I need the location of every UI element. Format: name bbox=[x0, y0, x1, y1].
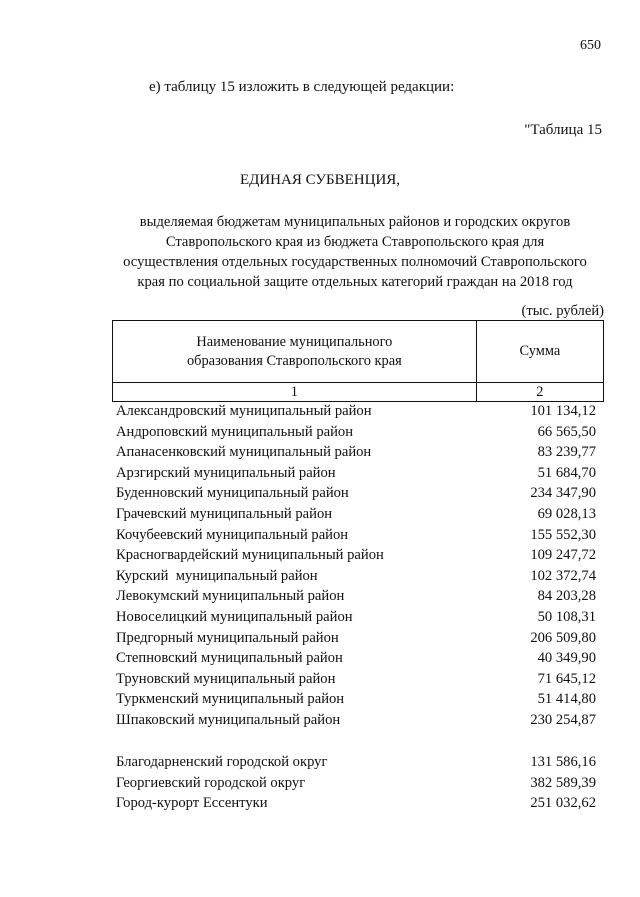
table-row bbox=[116, 545, 596, 566]
table-row bbox=[116, 607, 596, 628]
table-row bbox=[116, 483, 596, 504]
units-label: (тыс. рублей) bbox=[521, 303, 604, 319]
district-amount: 40 349,90 bbox=[537, 650, 596, 667]
table-row bbox=[116, 463, 596, 484]
district-amount: 84 203,28 bbox=[537, 588, 596, 605]
district-name: Буденновский муниципальный район bbox=[116, 485, 349, 502]
district-name: Предгорный муниципальный район bbox=[116, 629, 339, 646]
district-name: Апанасенковский муниципальный район bbox=[116, 444, 372, 461]
municipal-districts-list bbox=[116, 401, 596, 731]
table-row bbox=[116, 648, 596, 669]
district-name: Труновский муниципальный район bbox=[116, 670, 336, 687]
district-name: Левокумский муниципальный район bbox=[116, 588, 345, 605]
table-row bbox=[116, 773, 596, 794]
district-amount: 155 552,30 bbox=[530, 526, 596, 543]
district-amount: 382 589,39 bbox=[530, 774, 596, 791]
table-row bbox=[116, 401, 596, 422]
district-amount: 66 565,50 bbox=[537, 423, 596, 440]
table-row bbox=[116, 504, 596, 525]
column-header-name bbox=[113, 321, 477, 383]
table-row bbox=[116, 669, 596, 690]
district-name: Благодарненский городской округ bbox=[116, 754, 328, 770]
district-amount: 50 108,31 bbox=[537, 608, 596, 625]
district-amount: 206 509,80 bbox=[530, 629, 596, 646]
district-name: Георгиевский городской округ bbox=[116, 774, 306, 791]
district-amount: 234 347,90 bbox=[530, 485, 596, 502]
district-amount: 51 414,80 bbox=[537, 691, 596, 708]
district-name: Новоселицкий муниципальный район bbox=[116, 608, 353, 625]
table-row bbox=[116, 689, 596, 710]
column-header-sum: Сумма bbox=[476, 321, 603, 383]
district-amount: 102 372,74 bbox=[530, 567, 596, 584]
page-number: 650 bbox=[580, 38, 601, 53]
district-amount: 83 239,77 bbox=[537, 444, 596, 461]
district-amount: 101 134,12 bbox=[530, 403, 596, 419]
document-title: ЕДИНАЯ СУБВЕНЦИЯ, bbox=[239, 172, 401, 188]
district-name: Кочубеевский муниципальный район bbox=[116, 526, 349, 543]
district-name: Красногвардейский муниципальный район bbox=[116, 547, 384, 564]
district-amount: 69 028,13 bbox=[537, 505, 596, 522]
district-amount: 251 032,62 bbox=[530, 795, 596, 812]
subtitle-line: выделяемая бюджетам муниципальных районов и городских округов bbox=[139, 214, 571, 230]
table-row bbox=[116, 710, 596, 731]
district-name: Курский муниципальный район bbox=[116, 567, 318, 584]
table-row bbox=[116, 586, 596, 607]
column-header-name-line: образования Ставропольского края bbox=[186, 352, 402, 369]
table-row bbox=[116, 422, 596, 443]
column-number-1: 1 bbox=[113, 383, 477, 402]
intro-text: е) таблицу 15 изложить в следующей редакции: bbox=[149, 79, 455, 95]
table-label: "Таблица 15 bbox=[524, 122, 602, 138]
subtitle-line: Ставропольского края из бюджета Ставропольского края для bbox=[165, 234, 545, 250]
district-name: Город-курорт Ессентуки bbox=[116, 795, 268, 812]
column-number-2: 2 bbox=[476, 383, 603, 402]
district-name: Степновский муниципальный район bbox=[116, 650, 343, 667]
district-amount: 71 645,12 bbox=[537, 670, 596, 687]
district-name: Арзгирский муниципальный район bbox=[116, 464, 336, 481]
subtitle-line: края по социальной защите отдельных категорий граждан на 2018 год bbox=[137, 274, 573, 290]
urban-districts-list bbox=[116, 752, 596, 814]
district-amount: 230 254,87 bbox=[530, 711, 596, 728]
district-amount: 51 684,70 bbox=[537, 464, 596, 481]
table-row bbox=[116, 793, 596, 814]
document-subtitle bbox=[100, 212, 610, 292]
district-name: Андроповский муниципальный район bbox=[116, 423, 354, 440]
table-header bbox=[112, 320, 604, 402]
district-name: Грачевский муниципальный район bbox=[116, 505, 333, 522]
subtitle-line: осуществления отдельных государственных полномочий Ставропольского bbox=[123, 254, 587, 270]
district-name: Туркменский муниципальный район bbox=[116, 691, 345, 708]
column-header-name-line: Наименование муниципального bbox=[196, 333, 393, 350]
district-name: Александровский муниципальный район bbox=[116, 403, 372, 419]
table-row bbox=[116, 628, 596, 649]
district-amount: 109 247,72 bbox=[530, 547, 596, 564]
table-row bbox=[116, 752, 596, 773]
table-row bbox=[116, 525, 596, 546]
table-row bbox=[116, 442, 596, 463]
district-amount: 131 586,16 bbox=[530, 754, 596, 770]
district-name: Шпаковский муниципальный район bbox=[116, 711, 341, 728]
table-row bbox=[116, 566, 596, 587]
